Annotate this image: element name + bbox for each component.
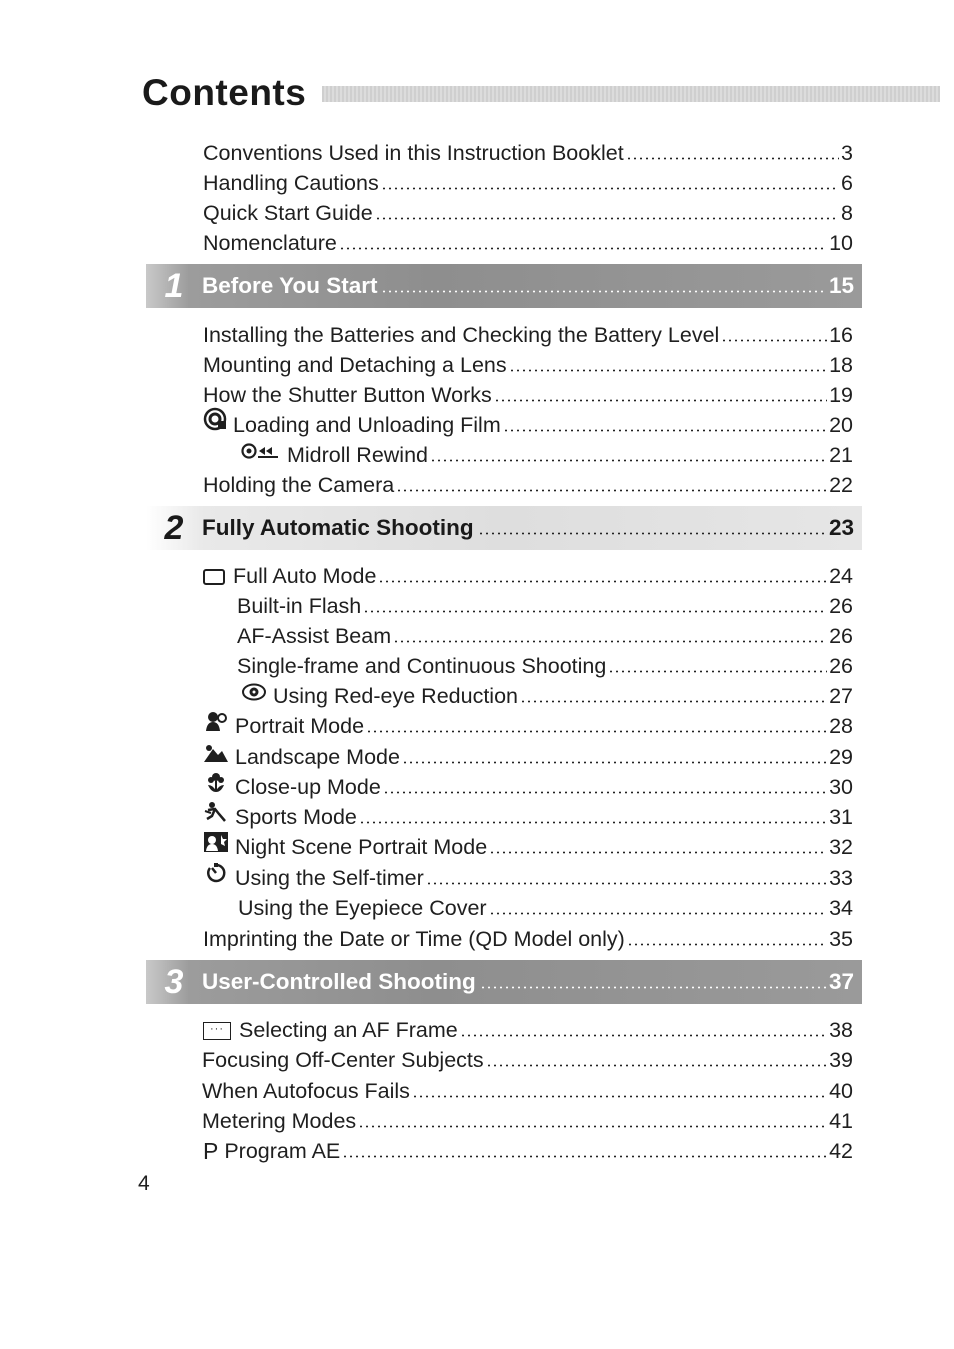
toc-entry-sports[interactable] [203,800,853,830]
midroll-rewind-icon [241,441,281,468]
toc-entry-eyepiece[interactable] [238,891,853,921]
toc-entry-label: Loading and Unloading Film [233,413,501,437]
toc-entry-portrait[interactable] [203,709,853,739]
toc-entry-label: Using the Eyepiece Cover [238,896,487,920]
toc-entry-holding[interactable] [203,468,853,498]
toc-entry-handling-cautions[interactable] [203,166,853,196]
leader-dots [402,761,827,764]
toc-entry-page: 26 [829,624,853,648]
section-title: Before You Start [202,273,378,298]
page-title: Contents [142,72,307,113]
toc-entry-label: AF-Assist Beam [237,624,392,648]
leader-dots [359,821,827,824]
leader-dots [626,157,839,160]
toc-entry-af-frame[interactable] [203,1013,853,1043]
section-number: 1 [164,266,184,305]
leader-dots [381,290,826,293]
leader-dots [393,640,827,643]
section-page: 15 [828,273,854,298]
leader-dots [381,187,839,190]
toc-entry-page: 8 [841,201,853,225]
toc-entry-nomenclature[interactable] [203,226,853,256]
toc-entry-page: 39 [829,1048,853,1072]
toc-entry-page: 40 [829,1079,853,1103]
toc-entry-page: 26 [829,594,853,618]
toc-entry-page: 21 [829,443,853,467]
toc-entry-lens[interactable] [203,348,853,378]
sports-icon [203,801,229,830]
toc-entry-label: Metering Modes [202,1109,357,1133]
toc-entry-label: Focusing Off-Center Subjects [202,1048,484,1072]
night-portrait-icon [203,831,229,860]
toc-entry-night-portrait[interactable] [203,830,853,860]
toc-entry-af-assist[interactable] [237,619,853,649]
toc-entry-program-ae[interactable] [203,1134,853,1164]
toc-entry-label: Nomenclature [203,231,337,255]
toc-entry-label: Holding the Camera [203,473,395,497]
toc-entry-page: 6 [841,171,853,195]
toc-entry-page: 38 [829,1018,853,1042]
leader-dots [339,247,827,250]
toc-entry-batteries[interactable] [203,318,853,348]
section-header-3[interactable] [146,960,862,1004]
toc-entry-label: Built-in Flash [237,594,362,618]
leader-dots [503,429,827,432]
toc-entry-page: 27 [829,684,853,708]
toc-entry-label: Single-frame and Continuous Shooting [237,654,607,678]
toc-entry-label: Portrait Mode [235,714,365,738]
self-timer-icon [203,862,229,891]
toc-entry-label: Program AE [224,1139,341,1163]
section-header-2[interactable] [146,506,862,550]
toc-entry-flash[interactable] [237,589,853,619]
toc-entry-page: 30 [829,775,853,799]
leader-dots [494,399,827,402]
toc-entry-label: Handling Cautions [203,171,379,195]
section-header-1[interactable] [146,264,862,308]
leader-dots [489,912,828,915]
toc-entry-label: Full Auto Mode [233,564,377,588]
red-eye-icon [241,682,267,709]
toc-entry-page: 41 [829,1109,853,1133]
toc-entry-page: 31 [829,805,853,829]
toc-entry-page: 16 [829,323,853,347]
toc-entry-landscape[interactable] [203,740,853,770]
leader-dots [342,1155,827,1158]
leader-dots [426,882,827,885]
landscape-icon [203,743,229,770]
leader-dots [412,1095,827,1098]
page-number: 4 [138,1172,150,1195]
leader-dots [489,851,827,854]
toc-entry-self-timer[interactable] [203,861,853,891]
film-load-icon [203,407,229,438]
toc-entry-page: 29 [829,745,853,769]
toc-entry-full-auto[interactable] [203,559,853,589]
section-page: 37 [828,969,854,994]
toc-entry-metering[interactable] [202,1104,853,1134]
toc-entry-imprinting[interactable] [203,922,853,952]
toc-entry-single-frame[interactable] [237,649,853,679]
toc-entry-page: 28 [829,714,853,738]
toc-entry-label: Close-up Mode [235,775,381,799]
toc-entry-off-center[interactable] [202,1043,853,1073]
leader-dots [721,339,827,342]
toc-entry-film[interactable] [203,408,853,438]
toc-entry-label: Landscape Mode [235,745,400,769]
toc-entry-label: How the Shutter Button Works [203,383,492,407]
leader-dots [363,610,827,613]
toc-entry-label: Using Red-eye Reduction [273,684,518,708]
toc-entry-label: Sports Mode [235,805,357,829]
leader-dots [396,489,827,492]
section-page: 23 [828,515,854,540]
leader-dots [520,700,827,703]
leader-dots [627,943,827,946]
leader-dots [378,580,827,583]
toc-entry-page: 35 [829,927,853,951]
toc-entry-label: Quick Start Guide [203,201,373,225]
leader-dots [480,986,826,989]
toc-entry-close-up[interactable] [203,770,853,800]
full-auto-icon [203,569,225,585]
toc-entry-label: Installing the Batteries and Checking the Battery Level [203,323,720,347]
toc-entry-conventions[interactable] [203,136,853,166]
toc-entry-page: 22 [829,473,853,497]
program-ae-icon: P [203,1138,219,1164]
toc-entry-label: Using the Self-timer [235,866,424,890]
toc-entry-page: 18 [829,353,853,377]
portrait-icon [203,710,229,739]
toc-entry-label: Mounting and Detaching a Lens [203,353,507,377]
leader-dots [509,369,827,372]
toc-entry-label: Selecting an AF Frame [239,1018,458,1042]
toc-entry-autofocus-fails[interactable] [202,1074,853,1104]
toc-entry-page: 24 [829,564,853,588]
af-frame-icon: ··· [203,1022,231,1040]
title-rule [322,86,940,102]
toc-entry-red-eye[interactable] [241,679,853,709]
leader-dots [486,1064,827,1067]
leader-dots [460,1034,827,1037]
leader-dots [366,730,827,733]
leader-dots [383,791,827,794]
leader-dots [430,459,827,462]
toc-entry-page: 33 [829,866,853,890]
toc-entry-page: 3 [841,141,853,165]
leader-dots [358,1125,827,1128]
toc-entry-quick-start[interactable] [203,196,853,226]
section-title: User-Controlled Shooting [202,969,476,994]
section-number: 3 [164,962,184,1001]
toc-entry-page: 10 [829,231,853,255]
toc-entry-label: Night Scene Portrait Mode [235,835,488,859]
toc-entry-page: 34 [829,896,853,920]
toc-entry-label: Imprinting the Date or Time (QD Model only) [203,927,625,951]
toc-entry-page: 26 [829,654,853,678]
toc-entry-page: 20 [829,413,853,437]
toc-entry-page: 19 [829,383,853,407]
section-number: 2 [164,508,184,547]
section-title: Fully Automatic Shooting [202,515,474,540]
toc-entry-label: When Autofocus Fails [202,1079,410,1103]
toc-entry-page: 42 [829,1139,853,1163]
toc-entry-midroll[interactable] [241,438,853,468]
toc-entry-shutter[interactable] [203,378,853,408]
leader-dots [375,217,839,220]
leader-dots [608,670,827,673]
toc-entry-page: 32 [829,835,853,859]
close-up-icon [203,771,229,800]
leader-dots [478,532,826,535]
toc-entry-label: Conventions Used in this Instruction Booklet [203,141,624,165]
toc-entry-label: Midroll Rewind [287,443,428,467]
